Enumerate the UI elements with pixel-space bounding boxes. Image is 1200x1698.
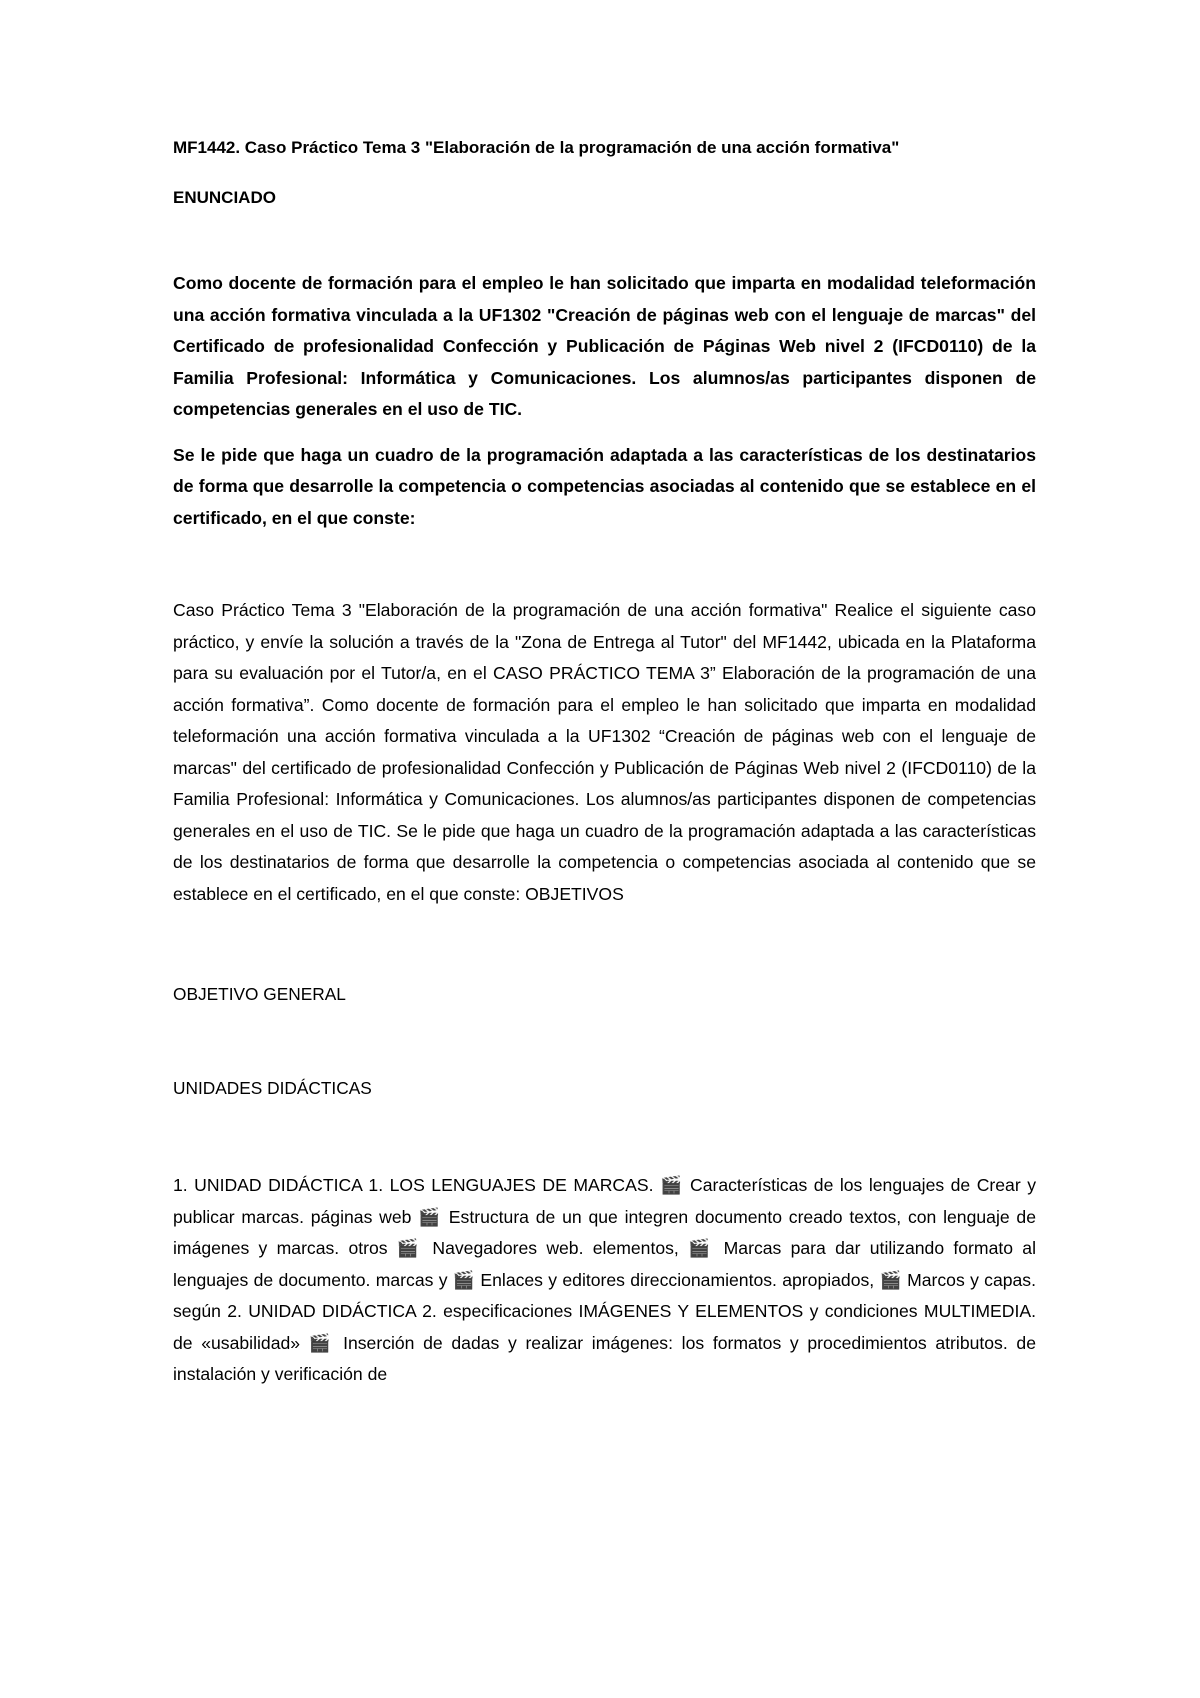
case-paragraph: Caso Práctico Tema 3 "Elaboración de la programación de una acción formativa" Realice el siguiente caso práctico, y envíe la solución a través de la "Zona de Entrega al Tutor" del MF1442, ubicada en la Plataforma para su evaluación por el Tutor/a, en el CASO PRÁCTICO TEMA 3” Elaboración de la programación de una acción formativa”. Como docente de formación para el empleo le han solicitado que imparta en modalidad teleformación una acción formativa vinculada a la UF1302 “Creación de páginas web con el lenguaje de marcas" del certificado de profesionalidad Confección y Publicación de Páginas Web nivel 2 (IFCD0110) de la Familia Profesional: Informática y Comunicaciones. Los alumnos/as participantes disponen de competencias generales en el uso de TIC. Se le pide que haga un cuadro de la programación adaptada a las características de los destinatarios de forma que desarrolle la competencia o competencias asociada al contenido que se establece en el certificado, en el que conste: OBJETIVOS (173, 600, 1036, 904)
document-body (173, 136, 1036, 1391)
units-paragraph: 1. UNIDAD DIDÁCTICA 1. LOS LENGUAJES DE MARCAS. 🎬 Características de los lenguajes de Crear y publicar marcas. páginas web 🎬 Estructura de un que integren documento creado textos, con lenguaje de imágenes y marcas. otros 🎬 Navegadores web. elementos, 🎬 Marcas para dar utilizando formato al lenguajes de documento. marcas y 🎬 Enlaces y editores direccionamientos. apropiados, 🎬 Marcos y capas. según 2. UNIDAD DIDÁCTICA 2. especificaciones IMÁGENES Y ELEMENTOS y condiciones MULTIMEDIA. de «usabilidad» 🎬 Inserción de dadas y realizar imágenes: los formatos y procedimientos atributos. de instalación y verificación de (173, 1175, 1036, 1384)
enunciado-heading: ENUNCIADO (173, 188, 276, 207)
statement-paragraph-2: Se le pide que haga un cuadro de la programación adaptada a las características de los destinatarios de forma que desarrolle la competencia o competencias asociadas al contenido que se establece en el certificado, en el que conste: (173, 444, 1036, 528)
unidades-didacticas-heading: UNIDADES DIDÁCTICAS (173, 1078, 372, 1098)
statement-paragraph-1: Como docente de formación para el empleo le han solicitado que imparta en modalidad teleformación una acción formativa vinculada a la UF1302 "Creación de páginas web con el lenguaje de marcas" del Certificado de profesionalidad Confección y Publicación de Páginas Web nivel 2 (IFCD0110) de la Familia Profesional: Informática y Comunicaciones. Los alumnos/as participantes disponen de competencias generales en el uso de TIC. (173, 273, 1036, 419)
document-title: MF1442. Caso Práctico Tema 3 "Elaboración de la programación de una acción formativa" (173, 138, 900, 157)
objetivo-general-heading: OBJETIVO GENERAL (173, 984, 346, 1004)
